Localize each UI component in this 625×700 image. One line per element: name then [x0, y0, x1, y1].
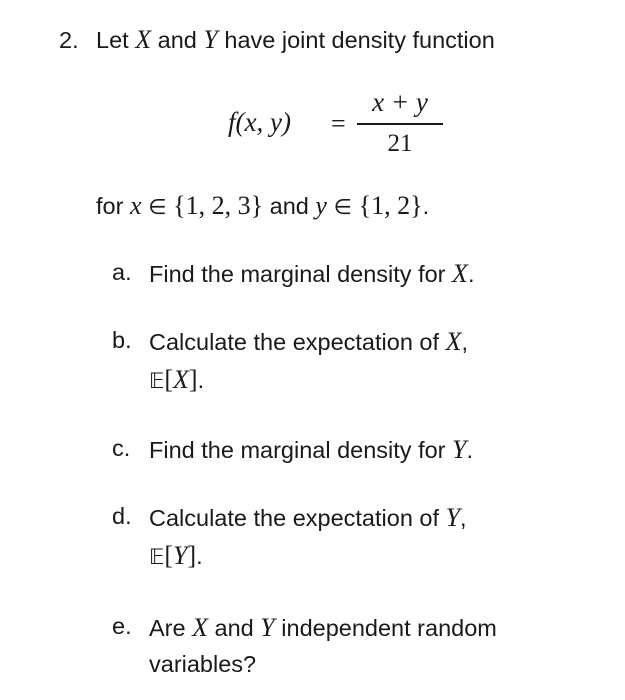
- problem-number: 2.: [59, 27, 79, 53]
- item-variable: Y: [452, 435, 467, 464]
- fraction-bar: [357, 123, 443, 125]
- item-text-body: Find the marginal density for: [149, 437, 453, 463]
- intro-suffix: have joint density function: [217, 27, 495, 53]
- item-text-continuation: variables?: [149, 651, 257, 677]
- item-text-mid: and: [208, 615, 261, 641]
- item-text-body: Calculate the expectation of: [149, 329, 446, 355]
- item-text-prefix: Are: [149, 615, 193, 641]
- expectation-expression: [149, 540, 203, 573]
- expectation-symbol: 𝔼: [149, 369, 165, 393]
- item-variable-x: X: [192, 613, 208, 642]
- domain-y-set: {1, 2}: [358, 191, 423, 220]
- bracket-close: ]: [188, 365, 198, 394]
- item-marker: a.: [112, 259, 132, 285]
- item-text-body: Find the marginal density for: [149, 261, 453, 287]
- item-text: [149, 434, 473, 467]
- item-marker: b.: [112, 327, 132, 353]
- bracket-open: [: [164, 541, 173, 570]
- item-text-suffix: independent random: [274, 615, 497, 641]
- density-formula: [0, 86, 625, 166]
- item-text: [149, 258, 474, 291]
- formula-equals: =: [331, 109, 346, 138]
- item-end: ,: [461, 329, 468, 355]
- expectation-symbol: 𝔼: [149, 545, 165, 569]
- domain-x-set: {1, 2, 3}: [173, 191, 264, 220]
- formula-denominator: 21: [387, 130, 413, 157]
- item-variable: X: [452, 259, 468, 288]
- item-text: [149, 612, 497, 645]
- domain-in-1: ∈: [141, 195, 174, 219]
- formula-lhs: f(x, y): [228, 107, 291, 137]
- formula-numerator: x + y: [372, 87, 428, 117]
- item-text: [149, 326, 468, 359]
- variable-x: X: [135, 25, 152, 54]
- item-end: .: [467, 261, 475, 287]
- item-variable: X: [445, 327, 462, 356]
- domain-y-var: y: [315, 191, 327, 220]
- intro-and: and: [151, 27, 204, 53]
- item-text-body: Calculate the expectation of: [149, 505, 446, 531]
- item-variable: Y: [445, 503, 461, 532]
- item-text: [149, 502, 467, 535]
- problem-header: [59, 24, 495, 57]
- domain-x-var: x: [129, 191, 142, 220]
- bracket-close: ]: [187, 541, 197, 570]
- domain-prefix: for: [96, 193, 130, 219]
- variable-y: Y: [203, 25, 218, 54]
- domain-and: and: [263, 193, 316, 219]
- expectation-variable: X: [173, 365, 189, 394]
- expression-end: .: [197, 367, 205, 393]
- item-end: ,: [460, 505, 467, 531]
- expression-end: .: [196, 543, 203, 569]
- item-end: .: [466, 437, 474, 463]
- domain-line: [96, 190, 429, 223]
- intro-prefix: Let: [96, 27, 136, 53]
- bracket-open: [: [164, 365, 173, 394]
- domain-in-2: ∈: [326, 195, 359, 219]
- item-marker: c.: [112, 435, 131, 461]
- item-marker: d.: [112, 503, 132, 529]
- domain-end: .: [422, 193, 430, 219]
- expectation-expression: [149, 364, 204, 397]
- item-variable-y: Y: [260, 613, 275, 642]
- expectation-variable: Y: [173, 541, 188, 570]
- item-marker: e.: [112, 613, 132, 639]
